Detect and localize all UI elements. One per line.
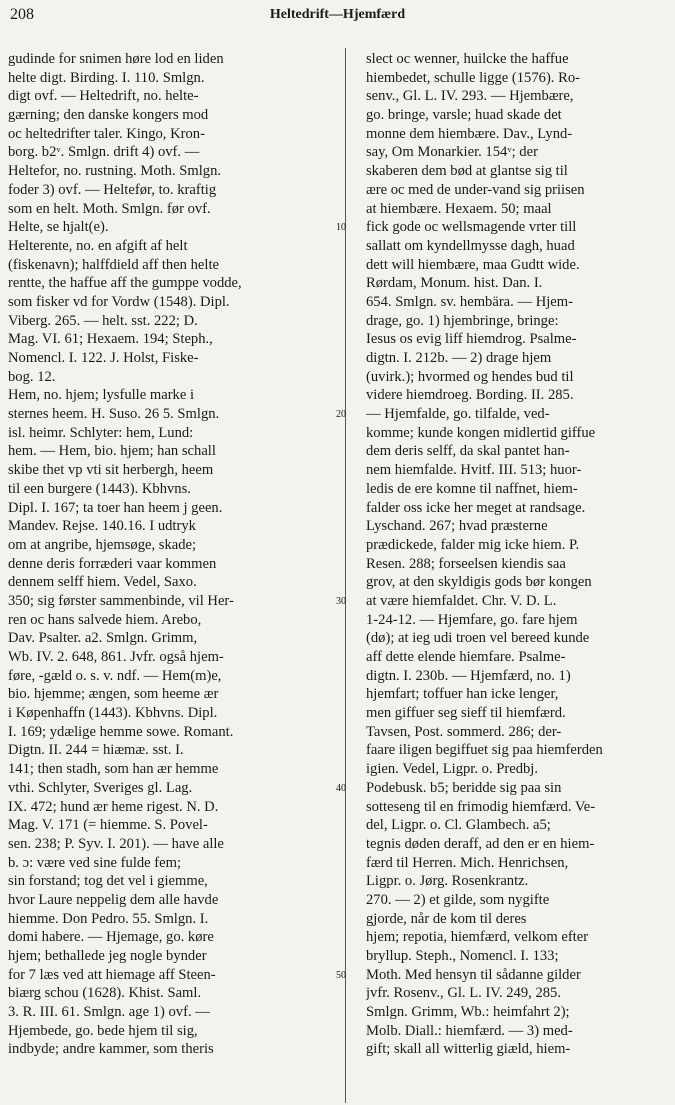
text-line: Smlgn. Grimm, Wb.: heimfahrt 2); <box>366 1004 570 1021</box>
text-line: Hjembede, go. bede hjem til sig, <box>8 1022 198 1039</box>
text-line: dett will hiembære, maa Gudtt wide. <box>366 256 580 273</box>
text-line: Podebusk. b5; beridde sig paa sin <box>366 779 562 796</box>
text-line: gudinde for snimen høre lod en liden <box>8 51 224 67</box>
text-line: men giffuer seg sieff til hiemfærd. <box>366 705 566 722</box>
text-line: I. 169; ydælige hemme sowe. Romant. <box>8 723 234 740</box>
text-line: Digtn. II. 244 = hiæmæ. sst. I. <box>8 742 184 759</box>
text-line: rentte, the haffue aff the gumppe vodde, <box>8 275 242 292</box>
text-line: hjemfart; toffuer han icke lenger, <box>366 686 559 703</box>
text-line: sotteseng til en frimodig hiemfærd. Ve- <box>366 798 596 815</box>
text-line: aff dette elende hiemfare. Psalme- <box>366 649 566 665</box>
text-line: hvor Laure neppelig dem alle havde <box>8 891 219 908</box>
text-line: grov, at den skyldigis gods bør kongen <box>366 574 592 591</box>
text-line: sallatt om kyndellmysse dagh, huad <box>366 237 575 254</box>
text-line: domi habere. — Hjemage, go. køre <box>8 929 214 946</box>
text-line: Resen. 288; forseelsen kiendis saa <box>366 555 566 572</box>
left-column <box>8 50 334 1100</box>
line-marker: 40 <box>336 783 346 795</box>
text-line: bog. 12. <box>8 368 56 385</box>
text-line: 350; sig førster sammenbinde, vil Her- <box>8 592 234 609</box>
text-line: (uvirk.); hvormed og hendes bud til <box>366 368 574 385</box>
text-line: digtn. I. 230b. — Hjemfærd, no. 1) <box>366 667 571 684</box>
text-line: sen. 238; P. Syv. I. 201). — have alle <box>8 835 224 852</box>
text-line: Tavsen, Post. sommerd. 286; der- <box>366 723 562 740</box>
text-line: jvfr. Rosenv., Gl. L. IV. 249, 285. <box>366 985 561 1002</box>
text-line: 3. R. III. 61. Smlgn. age 1) ovf. — <box>8 1004 210 1021</box>
text-line: (fiskenavn); halffdield aff then helte <box>8 256 219 273</box>
text-line: sin forstand; tog det vel i giemme, <box>8 873 208 890</box>
text-line: drage, go. 1) hjembringe, bringe: <box>366 312 559 329</box>
text-line: som fisker vd for Vordw (1548). Dipl. <box>8 293 230 310</box>
text-line: 141; then stadh, som han ær hemme <box>8 761 219 778</box>
text-line: Helterente, no. en afgift af helt <box>8 237 188 254</box>
text-line: bio. hjemme; ængen, som heeme ær <box>8 686 219 703</box>
text-line: gift; skall all witterlig giæld, hiem- <box>366 1041 571 1058</box>
text-line: Heltefor, no. rustning. Moth. Smlgn. <box>8 163 222 180</box>
text-line: 270. — 2) et gilde, som nygifte <box>366 891 550 908</box>
text-line: Dipl. I. 167; ta toer han heem j geen. <box>8 499 223 516</box>
text-line: digtn. I. 212b. — 2) drage hjem <box>366 350 552 366</box>
text-line: ren oc hans salvede hiem. Arebo, <box>8 611 202 628</box>
text-line: at være hiemfaldet. Chr. V. D. L. <box>366 592 557 609</box>
page-header <box>8 4 667 30</box>
text-line: skaberen dem bød at glantse sig til <box>366 163 568 180</box>
text-line: say, Om Monarkier. 154ᵛ; der <box>366 144 538 161</box>
line-marker: 30 <box>336 596 346 608</box>
text-line: 1-24-12. — Hjemfare, go. fare hjem <box>366 611 578 628</box>
text-line: senv., Gl. L. IV. 293. — Hjembære, <box>366 88 574 105</box>
text-line: hjem; repotia, hiemfærd, velkom efter <box>366 929 589 946</box>
text-line: 654. Smlgn. sv. hembära. — Hjem- <box>366 293 573 310</box>
text-line: gjorde, når de kom til deres <box>366 910 527 927</box>
line-marker: 50 <box>336 970 346 982</box>
text-line: Helte, se hjalt(e). <box>8 219 109 236</box>
text-line: ledis de ere komne til naffnet, hiem- <box>366 480 578 497</box>
text-line: Lyschand. 267; hvad præsterne <box>366 518 548 535</box>
text-line: slect oc wenner, huilcke the haffue <box>366 51 569 67</box>
text-line: indbyde; andre kammer, som theris <box>8 1041 214 1058</box>
text-line: Mag. VI. 61; Hexaem. 194; Steph., <box>8 331 213 348</box>
text-line: Mandev. Rejse. 140.16. I udtryk <box>8 518 196 535</box>
text-line: til een burgere (1443). Kbhvns. <box>8 480 191 497</box>
text-line: del, Ligpr. o. Cl. Glambech. a5; <box>366 817 551 834</box>
text-line: Iesus os evig liff hiemdrog. Psalme- <box>366 331 577 348</box>
text-line: Wb. IV. 2. 648, 861. Jvfr. også hjem- <box>8 649 224 665</box>
text-line: (dø); at ieg udi troen vel bereed kunde <box>366 630 590 647</box>
text-line: Viberg. 265. — helt. sst. 222; D. <box>8 312 198 329</box>
text-line: bryllup. Steph., Nomencl. I. 133; <box>366 948 559 964</box>
text-line: — Hjemfalde, go. tilfalde, ved- <box>366 406 550 423</box>
text-line: for 7 læs ved att hiemage aff Steen- <box>8 966 216 983</box>
text-line: dennem selff hiem. Vedel, Saxo. <box>8 574 197 591</box>
text-line: vthi. Schlyter, Sveriges gl. Lag. <box>8 779 193 796</box>
text-line: sternes heem. H. Suso. 26 5. Smlgn. <box>8 406 220 423</box>
text-line: falder oss icke her meget at randsage. <box>366 499 586 516</box>
text-line: b. ɔ: være ved sine fulde fem; <box>8 854 182 871</box>
text-line: dem deris selff, da skal pantet han- <box>366 443 570 460</box>
text-line: hem. — Hem, bio. hjem; han schall <box>8 443 216 460</box>
text-line: Moth. Med hensyn til sådanne gilder <box>366 966 581 983</box>
text-line: at hiembære. Hexaem. 50; maal <box>366 200 552 217</box>
text-line: denne deris forræderi vaar kommen <box>8 555 217 572</box>
text-line: hiembedet, schulle ligge (1576). Ro- <box>366 69 580 86</box>
text-line: hjem; bethallede jeg nogle bynder <box>8 948 207 964</box>
line-marker: 20 <box>336 409 346 421</box>
text-line: nem hiemfalde. Hvitf. III. 513; huor- <box>366 462 582 479</box>
text-line: igien. Vedel, Ligpr. o. Predbj. <box>366 761 538 778</box>
line-number-markers <box>336 50 366 1100</box>
text-line: isl. heimr. Schlyter: hem, Lund: <box>8 424 194 441</box>
line-marker: 10 <box>336 222 346 234</box>
text-line: føre, -gæld o. s. v. ndf. — Hem(m)e, <box>8 667 222 684</box>
text-line: helte digt. Birding. I. 110. Smlgn. <box>8 69 205 86</box>
text-line: monne dem hiembære. Dav., Lynd- <box>366 125 573 142</box>
text-line: Ligpr. o. Jørg. Rosenkrantz. <box>366 873 529 890</box>
text-line: som en helt. Moth. Smlgn. før ovf. <box>8 200 211 217</box>
text-line: prædickede, falder mig icke hiem. P. <box>366 536 580 553</box>
text-line: hiemme. Don Pedro. 55. Smlgn. I. <box>8 910 209 927</box>
text-line: fick gode oc wellsmagende vrter till <box>366 219 577 236</box>
text-line: Hem, no. hjem; lysfulle marke i <box>8 387 195 404</box>
text-line: i Køpenhaffn (1443). Kbhvns. Dipl. <box>8 705 218 722</box>
text-line: digt ovf. — Heltedrift, no. helte- <box>8 88 199 105</box>
text-line: go. bringe, varsle; huad skade det <box>366 107 562 124</box>
text-line: gærning; den danske kongers mod <box>8 107 209 124</box>
text-line: ære oc med de under-vand sig priisen <box>366 181 585 198</box>
text-line: Mag. V. 171 (= hiemme. S. Povel- <box>8 817 208 834</box>
text-line: borg. b2ᵛ. Smlgn. drift 4) ovf. — <box>8 144 200 161</box>
text-line: Rørdam, Monum. hist. Dan. I. <box>366 275 543 292</box>
text-line: foder 3) ovf. — Heltefør, to. kraftig <box>8 181 217 198</box>
running-head: Heltedrift—Hjemfærd <box>269 7 406 22</box>
right-column <box>366 50 666 1100</box>
text-line: biærg schou (1628). Khist. Saml. <box>8 985 202 1002</box>
text-line: om at angribe, hjemsøge, skade; <box>8 536 197 553</box>
text-line: Nomencl. I. 122. J. Holst, Fiske- <box>8 350 199 366</box>
page-number: 208 <box>10 6 34 23</box>
text-line: faare iligen begiffuet sig paa hiemferden <box>366 742 603 759</box>
text-line: komme; kunde kongen midlertid giffue <box>366 424 596 441</box>
text-line: tegnis døden deraff, ad den er en hiem- <box>366 835 595 852</box>
text-line: videre hiemdroeg. Bording. II. 285. <box>366 387 574 404</box>
text-line: skibe thet vp vti sit herbergh, heem <box>8 462 214 479</box>
text-line: færd til Herren. Mich. Henrichsen, <box>366 854 569 871</box>
text-line: oc heltedrifter taler. Kingo, Kron- <box>8 125 205 142</box>
text-line: Dav. Psalter. a2. Smlgn. Grimm, <box>8 630 198 647</box>
text-line: IX. 472; hund ær heme rigest. N. D. <box>8 798 219 815</box>
text-line: Molb. Diall.: hiemfærd. — 3) med- <box>366 1022 573 1039</box>
